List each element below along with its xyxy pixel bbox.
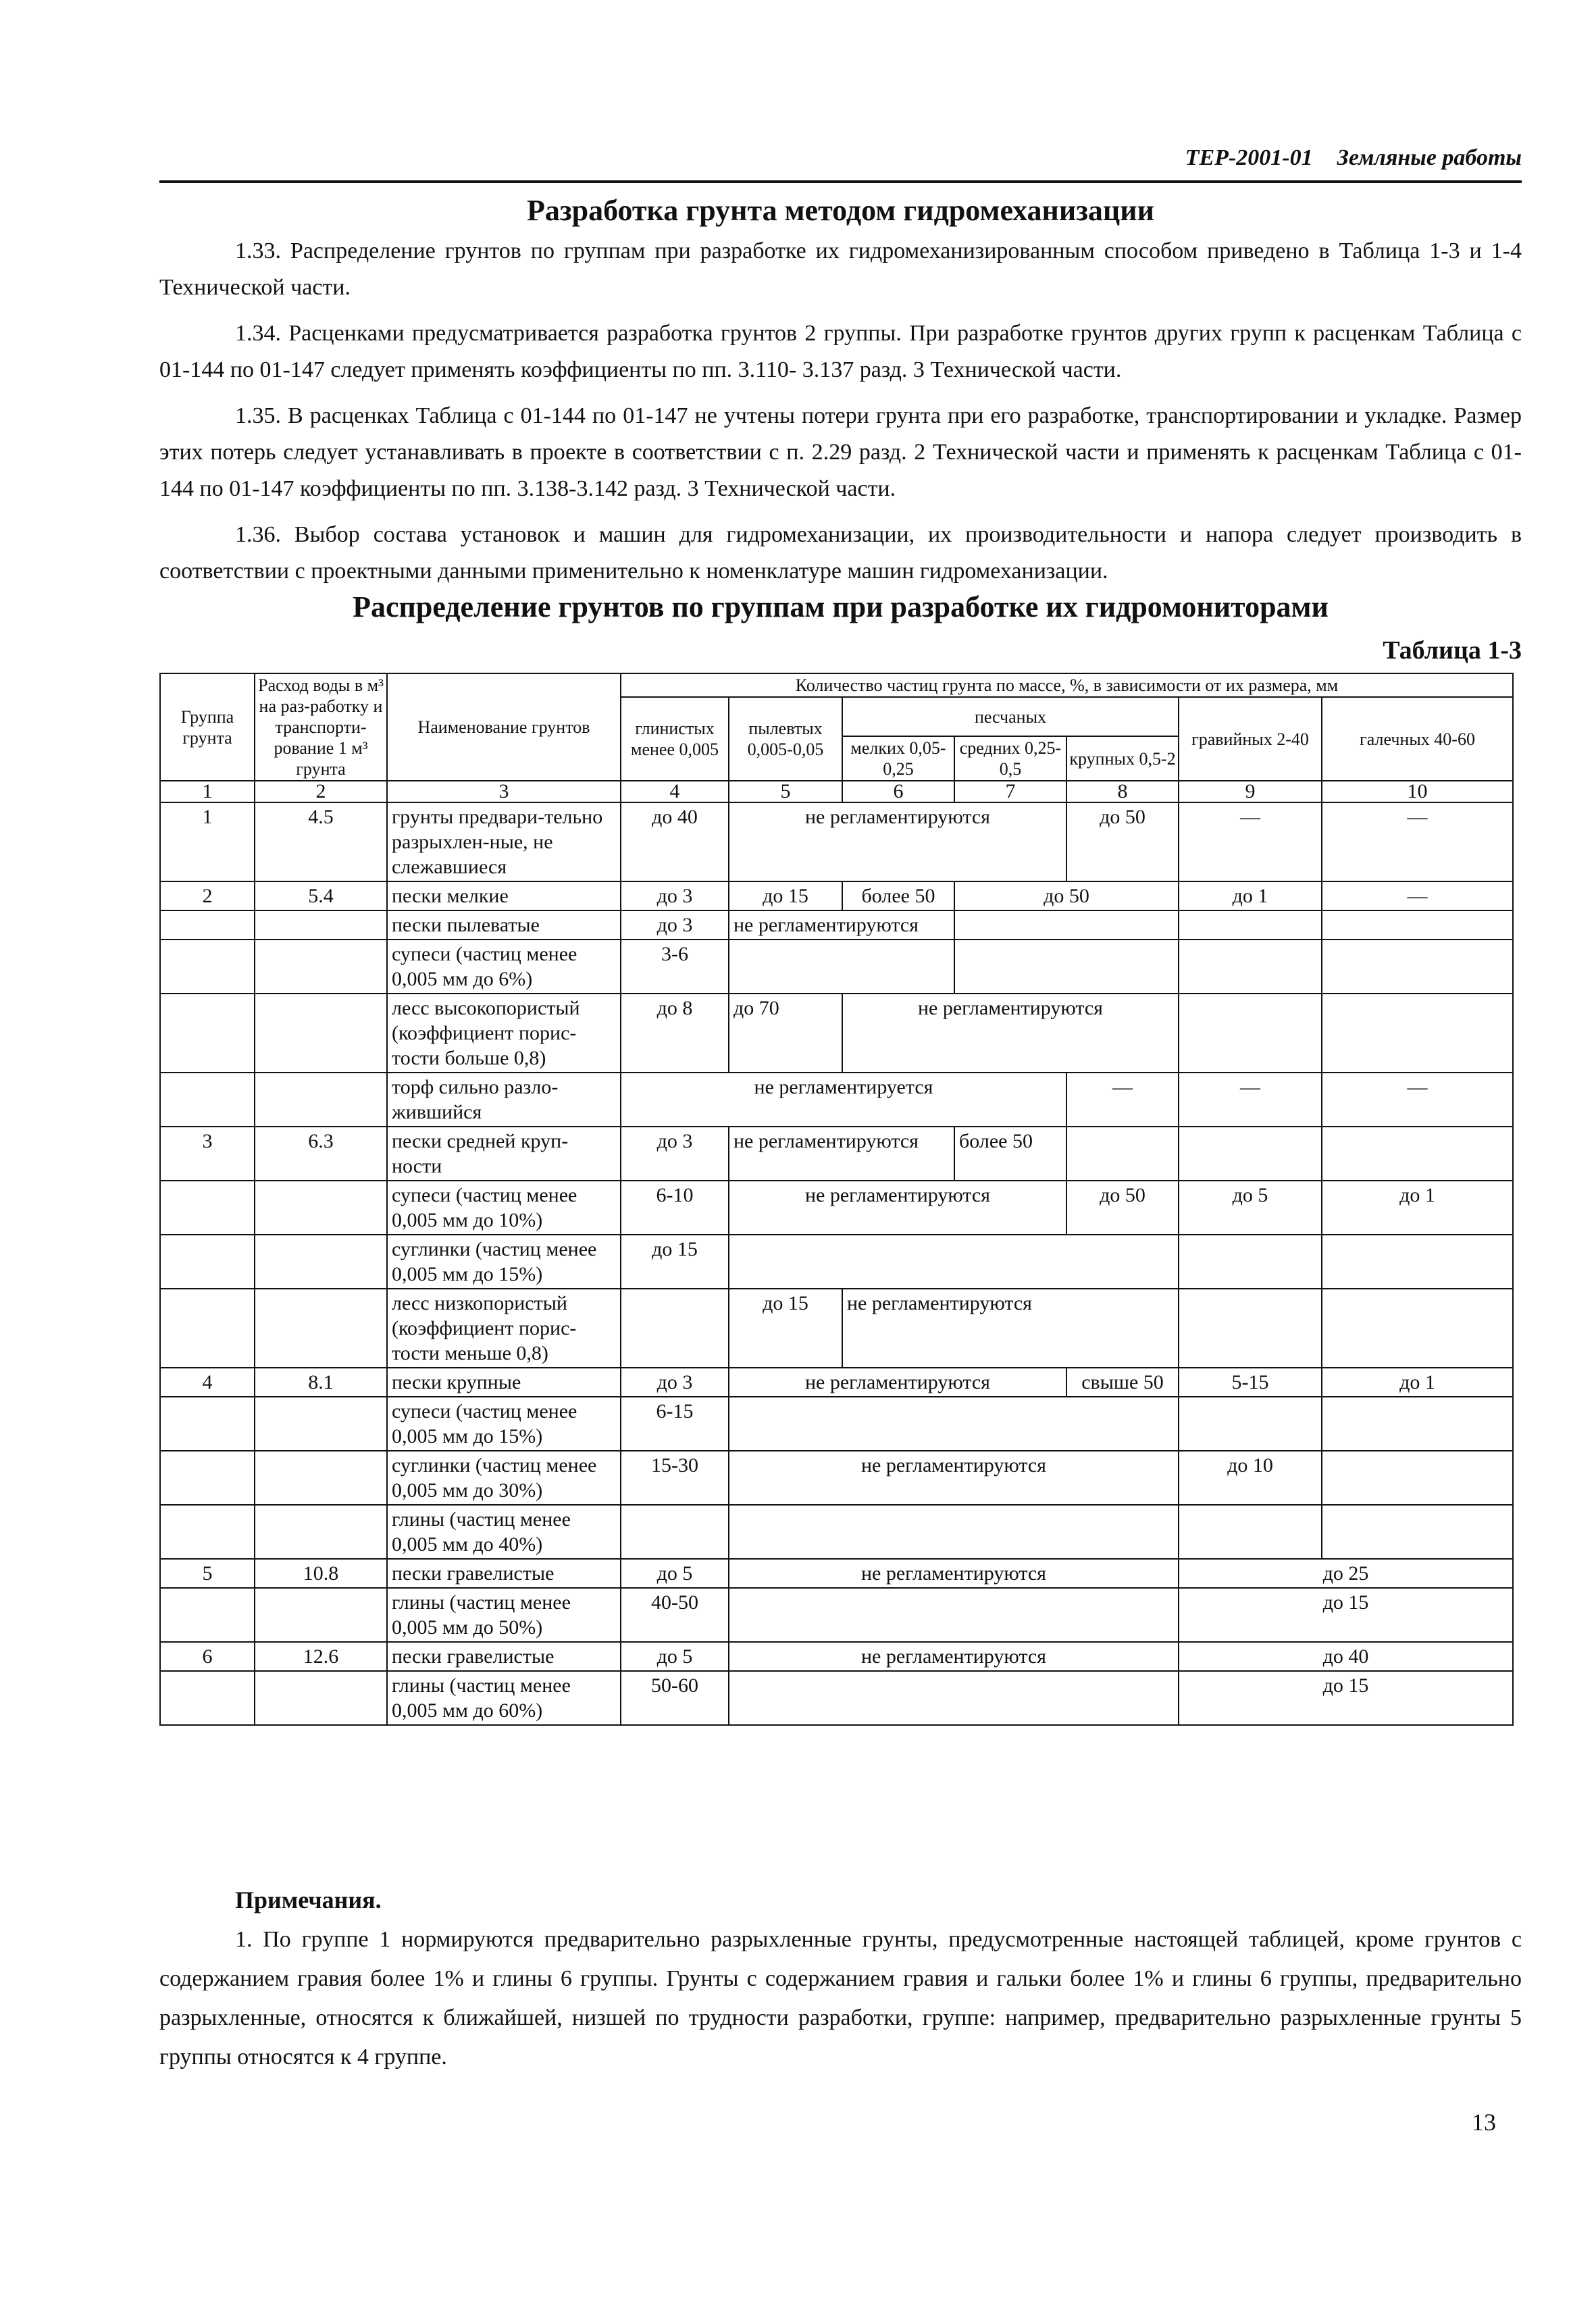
cell-pebble	[1322, 1505, 1513, 1559]
cell-name: пески гравелистые	[387, 1559, 621, 1588]
cell-gravel: 5-15	[1179, 1368, 1322, 1397]
table-row	[160, 1181, 1513, 1235]
cell-clay: до 8	[621, 994, 729, 1073]
cell-name: пески средней круп-ности	[387, 1127, 621, 1181]
col-header-medium: средних 0,25-0,5	[954, 736, 1066, 781]
cell-water: 8.1	[255, 1368, 387, 1397]
col-header-gravel: гравийных 2-40	[1179, 697, 1322, 781]
cell-name: супеси (частиц менее 0,005 мм до 15%)	[387, 1397, 621, 1451]
cell-gravel-pebble: до 25	[1179, 1559, 1513, 1588]
cell-water	[255, 1289, 387, 1368]
cell-coarse: свыше 50	[1066, 1368, 1179, 1397]
cell-water	[255, 940, 387, 994]
cell-water	[255, 910, 387, 940]
table-header-row	[160, 673, 1513, 697]
cell-clay: до 5	[621, 1642, 729, 1671]
cell-clay: до 40	[621, 802, 729, 881]
col-header-dust: пылевтых 0,005-0,05	[729, 697, 842, 781]
cell-water	[255, 1588, 387, 1642]
cell-dust: до 15	[729, 881, 842, 910]
cell-name: лесс низкопористый (коэффициент порис-тости меньше 0,8)	[387, 1289, 621, 1368]
cell-empty	[729, 1505, 1179, 1559]
table-row	[160, 881, 1513, 910]
running-header	[159, 138, 1522, 183]
cell-water	[255, 994, 387, 1073]
cell-name: суглинки (частиц менее 0,005 мм до 30%)	[387, 1451, 621, 1505]
table-row	[160, 1368, 1513, 1397]
cell-dust-fine: не регламентируются	[729, 1127, 954, 1181]
column-number: 1	[160, 781, 255, 802]
column-numbers-row	[160, 781, 1513, 802]
cell-clay	[621, 1289, 729, 1368]
cell-dust: до 70	[729, 994, 842, 1073]
cell-gravel: до 10	[1179, 1451, 1322, 1505]
cell-group	[160, 1588, 255, 1642]
table-row	[160, 1671, 1513, 1725]
cell-group: 3	[160, 1127, 255, 1181]
cell-water: 4.5	[255, 802, 387, 881]
cell-group	[160, 1505, 255, 1559]
cell-name: глины (частиц менее 0,005 мм до 50%)	[387, 1588, 621, 1642]
paragraph-1-35: 1.35. В расценках Таблица с 01-144 по 01-147 не учтены потери грунта при его разработке, транспортировании и укладке. Размер этих потерь следует устанавливать в проекте в соответствии с п. 2.29 разд. 2 Технической части и применять к расценкам Таблица с 01-144 по 01-147 коэффициенты по пп. 3.138-3.142 разд. 3 Технической части.	[159, 403, 1522, 501]
cell-clay	[621, 1505, 729, 1559]
table-row	[160, 1289, 1513, 1368]
column-number: 2	[255, 781, 387, 802]
cell-water	[255, 1397, 387, 1451]
soil-groups-table	[159, 673, 1514, 1726]
paragraph-1-36: 1.36. Выбор состава установок и машин для гидромеханизации, их производительности и напора следует производить в соответствии с проектными данными применительно к номенклатуре машин гидромеханизации.	[159, 522, 1522, 584]
col-header-clay: глинистых менее 0,005	[621, 697, 729, 781]
table-row	[160, 802, 1513, 881]
column-number: 9	[1179, 781, 1322, 802]
cell-group: 4	[160, 1368, 255, 1397]
note-item: 1. По группе 1 нормируются предварительно разрыхленные грунты, предусмотренные настоящей таблицей, кроме грунтов с содержанием гравия более 1% и глины 6 группы. Грунты с содержанием гравия и гальки более 1% и глины 6 группы, предварительно разрыхленные, относятся к ближайшей, низшей по трудности разработки, группе: например, предварительно разрыхленные грунты 5 группы относятся к 4 группе.	[159, 1927, 1522, 2069]
column-number: 10	[1322, 781, 1513, 802]
cell-pebble	[1322, 1289, 1513, 1368]
cell-name: пески крупные	[387, 1368, 621, 1397]
cell-water	[255, 1671, 387, 1725]
cell-coarse: до 50	[1066, 802, 1179, 881]
cell-gravel-pebble: до 15	[1179, 1588, 1513, 1642]
cell-pebble: —	[1322, 1073, 1513, 1127]
cell-clay: 6-15	[621, 1397, 729, 1451]
cell-gravel	[1179, 1505, 1322, 1559]
col-header-fine: мелких 0,05-0,25	[842, 736, 954, 781]
cell-group	[160, 1181, 255, 1235]
cell-gravel	[1179, 940, 1322, 994]
cell-pebble	[1322, 994, 1513, 1073]
cell-dust: до 15	[729, 1289, 842, 1368]
paragraph-1-33: 1.33. Распределение грунтов по группам при разработке их гидромеханизированным способом приведено в Таблица 1-3 и 1-4 Технической части.	[159, 238, 1522, 300]
table-row	[160, 1127, 1513, 1181]
cell-name: пески пылеватые	[387, 910, 621, 940]
cell-coarse: —	[1066, 1073, 1179, 1127]
cell-gravel	[1179, 1235, 1322, 1289]
cell-clay: до 15	[621, 1235, 729, 1289]
cell-name: глины (частиц менее 0,005 мм до 40%)	[387, 1505, 621, 1559]
cell-group: 5	[160, 1559, 255, 1588]
cell-gravel	[1179, 994, 1322, 1073]
cell-empty	[729, 1397, 1179, 1451]
cell-empty	[729, 1588, 1179, 1642]
cell-name: супеси (частиц менее 0,005 мм до 10%)	[387, 1181, 621, 1235]
table-row	[160, 940, 1513, 994]
cell-clay-to-medium: не регламентируется	[621, 1073, 1066, 1127]
cell-dust-to-coarse: не регламентируются	[729, 1451, 1179, 1505]
cell-group	[160, 910, 255, 940]
col-header-sand: песчаных	[842, 697, 1179, 736]
cell-gravel-pebble: до 40	[1179, 1642, 1513, 1671]
cell-empty	[729, 940, 954, 994]
cell-clay: 50-60	[621, 1671, 729, 1725]
cell-dust-fine: не регламентируются	[729, 910, 954, 940]
cell-pebble	[1322, 910, 1513, 940]
cell-fine: более 50	[842, 881, 954, 910]
cell-clay: 6-10	[621, 1181, 729, 1235]
cell-gravel: —	[1179, 802, 1322, 881]
cell-name: лесс высокопористый (коэффициент порис-тости больше 0,8)	[387, 994, 621, 1073]
cell-name: пески мелкие	[387, 881, 621, 910]
col-header-name: Наименование грунтов	[387, 673, 621, 781]
col-header-group: Группа грунта	[160, 673, 255, 781]
cell-empty	[729, 1235, 1179, 1289]
cell-gravel: —	[1179, 1073, 1322, 1127]
cell-gravel	[1179, 1397, 1322, 1451]
cell-pebble	[1322, 940, 1513, 994]
cell-water: 6.3	[255, 1127, 387, 1181]
col-header-particles: Количество частиц грунта по массе, %, в зависимости от их размера, мм	[621, 673, 1513, 697]
cell-name: пески гравелистые	[387, 1642, 621, 1671]
table-row	[160, 1505, 1513, 1559]
table-label: Таблица 1-3	[1383, 636, 1522, 665]
cell-gravel: до 1	[1179, 881, 1322, 910]
cell-water	[255, 1073, 387, 1127]
cell-group	[160, 940, 255, 994]
cell-clay: 40-50	[621, 1588, 729, 1642]
cell-dust-to-medium: не регламентируются	[729, 1181, 1066, 1235]
table-row	[160, 1588, 1513, 1642]
column-number: 7	[954, 781, 1066, 802]
table-row	[160, 1559, 1513, 1588]
page-number: 13	[1472, 2109, 1496, 2136]
cell-empty	[729, 1671, 1179, 1725]
section-title: Разработка грунта методом гидромеханизации	[527, 194, 1154, 227]
cell-clay: до 3	[621, 1127, 729, 1181]
cell-group	[160, 994, 255, 1073]
notes-title: Примечания.	[235, 1886, 382, 1913]
cell-pebble	[1322, 1451, 1513, 1505]
column-number: 4	[621, 781, 729, 802]
cell-group	[160, 1397, 255, 1451]
table-heading: Распределение грунтов по группам при разработке их гидромониторами	[353, 590, 1329, 623]
column-number: 3	[387, 781, 621, 802]
document-code: ТЕР-2001-01	[1185, 145, 1313, 170]
col-header-water: Расход воды в м³ на раз-работку и транспорти-рование 1 м³ грунта	[255, 673, 387, 781]
cell-clay: до 3	[621, 881, 729, 910]
cell-clay: до 3	[621, 910, 729, 940]
cell-water	[255, 1235, 387, 1289]
cell-pebble: —	[1322, 881, 1513, 910]
cell-coarse: до 50	[1066, 1181, 1179, 1235]
cell-gravel-pebble: до 15	[1179, 1671, 1513, 1725]
cell-gravel	[1179, 1127, 1322, 1181]
cell-pebble	[1322, 1235, 1513, 1289]
cell-clay: 3-6	[621, 940, 729, 994]
cell-dust-to-medium: не регламентируются	[729, 802, 1066, 881]
cell-water: 12.6	[255, 1642, 387, 1671]
cell-group	[160, 1671, 255, 1725]
cell-fine-to-coarse: не регламентируются	[842, 1289, 1179, 1368]
col-header-pebble: галечных 40-60	[1322, 697, 1513, 781]
cell-empty	[954, 940, 1179, 994]
cell-water	[255, 1181, 387, 1235]
cell-water	[255, 1505, 387, 1559]
cell-clay: до 3	[621, 1368, 729, 1397]
cell-gravel: до 5	[1179, 1181, 1322, 1235]
table-row	[160, 1397, 1513, 1451]
table-row	[160, 994, 1513, 1073]
intro-paragraphs	[159, 233, 1522, 599]
table-row	[160, 1235, 1513, 1289]
table-row	[160, 910, 1513, 940]
cell-coarse	[1066, 1127, 1179, 1181]
document-section: Земляные работы	[1337, 145, 1522, 170]
table-row	[160, 1073, 1513, 1127]
cell-medium-coarse: до 50	[954, 881, 1179, 910]
cell-pebble	[1322, 1127, 1513, 1181]
cell-group	[160, 1073, 255, 1127]
cell-name: грунты предвари-тельно разрыхлен-ные, не слежавшиеся	[387, 802, 621, 881]
cell-group	[160, 1235, 255, 1289]
cell-clay: до 5	[621, 1559, 729, 1588]
cell-dust-to-coarse: не регламентируются	[729, 1559, 1179, 1588]
cell-pebble: до 1	[1322, 1368, 1513, 1397]
cell-water: 5.4	[255, 881, 387, 910]
cell-medium: более 50	[954, 1127, 1066, 1181]
cell-empty	[954, 910, 1179, 940]
col-header-coarse: крупных 0,5-2	[1066, 736, 1179, 781]
cell-name: суглинки (частиц менее 0,005 мм до 15%)	[387, 1235, 621, 1289]
cell-group: 2	[160, 881, 255, 910]
cell-dust-to-medium: не регламентируются	[729, 1368, 1066, 1397]
cell-group: 6	[160, 1642, 255, 1671]
column-number: 5	[729, 781, 842, 802]
column-number: 8	[1066, 781, 1179, 802]
notes-section	[159, 1881, 1522, 2077]
cell-water: 10.8	[255, 1559, 387, 1588]
cell-clay: 15-30	[621, 1451, 729, 1505]
cell-gravel	[1179, 1289, 1322, 1368]
cell-name: супеси (частиц менее 0,005 мм до 6%)	[387, 940, 621, 994]
table-row	[160, 1451, 1513, 1505]
paragraph-1-34: 1.34. Расценками предусматривается разработка грунтов 2 группы. При разработке грунтов других групп к расценкам Таблица с 01-144 по 01-147 следует применять коэффициенты по пп. 3.110- 3.137 разд. 3 Технической части.	[159, 321, 1522, 382]
cell-pebble: до 1	[1322, 1181, 1513, 1235]
cell-group	[160, 1289, 255, 1368]
cell-name: глины (частиц менее 0,005 мм до 60%)	[387, 1671, 621, 1725]
cell-pebble	[1322, 1397, 1513, 1451]
cell-name: торф сильно разло-жившийся	[387, 1073, 621, 1127]
cell-water	[255, 1451, 387, 1505]
cell-group: 1	[160, 802, 255, 881]
column-number: 6	[842, 781, 954, 802]
cell-fine-to-coarse: не регламентируются	[842, 994, 1179, 1073]
cell-gravel	[1179, 910, 1322, 940]
cell-pebble: —	[1322, 802, 1513, 881]
cell-group	[160, 1451, 255, 1505]
table-row	[160, 1642, 1513, 1671]
cell-dust-to-coarse: не регламентируются	[729, 1642, 1179, 1671]
